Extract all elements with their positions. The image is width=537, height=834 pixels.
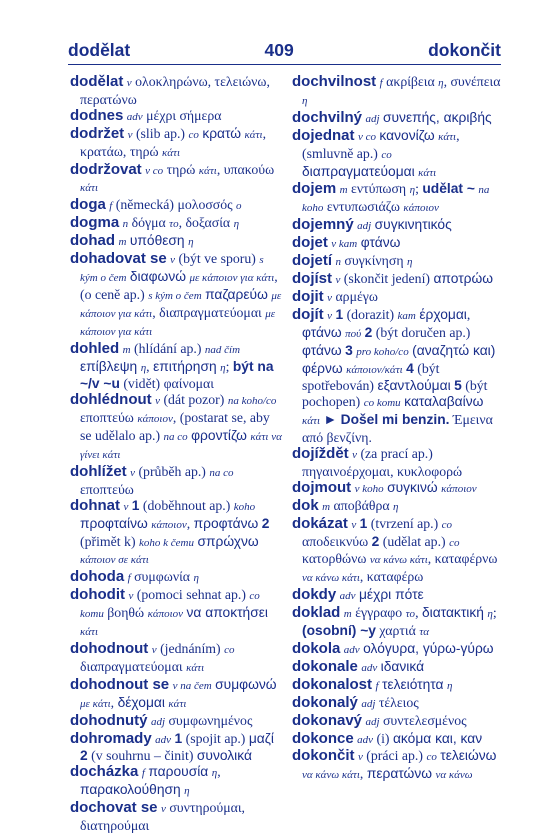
dictionary-entry: dokonce adv (i) ακόμα και, καν — [292, 729, 483, 747]
dictionary-entry: dohlédnout v (dát pozor) na koho/co εποπτεύω κάποιον, (postarat se, aby se udělalo ap.) na co φροντίζω κάτι να γίνει κάτι — [70, 391, 282, 462]
dictionary-entry: dohadovat se v (být ve sporu) s kým o čem διαφωνώ με κάποιον για κάτι, (o ceně ap.) s kým o čem παζαρεύω με κάποιον για κάτι, διαπραγματεύομαι με κάποιον για κάτι — [70, 250, 282, 338]
dictionary-entry: dodnes adv μέχρι σήμερα — [70, 106, 222, 124]
header-rule — [68, 64, 501, 65]
page-header — [68, 40, 501, 64]
dictionary-entry: dojíst v (skončit jedení) αποτρώω — [292, 269, 494, 287]
page-number: 409 — [264, 40, 294, 60]
dictionary-entry: dojet v kam φτάνω — [292, 234, 401, 252]
dictionary-entry: dodělat v ολοκληρώνω, τελειώνω, περατώνω — [70, 73, 270, 107]
dictionary-entry: dohled m (hlídání ap.) nad čím επίβλεψη η, επιτήρηση η; být na ~/v ~u (vidět) φαίνομαι — [70, 339, 274, 392]
dictionary-entry: dokonalost f τελειότητα η — [292, 675, 453, 693]
dictionary-entry: dojmout v koho συγκινώ κάποιον — [292, 478, 477, 496]
dictionary-entry: dochvilnost f ακρίβεια η, συνέπεια η — [292, 73, 501, 107]
dictionary-entry: dokázat v 1 (tvrzení ap.) co αποδεικνύω 2 (udělat ap.) co κατορθώνω να κάνω κάτι, καταφέρνω να κάνω κάτι, καταφέρω — [292, 514, 498, 585]
dictionary-entry: dojít v 1 (dorazit) kam έρχομαι, φτάνω πού 2 (být doručen ap.) φτάνω 3 pro koho/co (αναζητώ και) φέρνω κάποιον/κάτι 4 (být spotřebován) εξαντλούμαι 5 (být pochopen) co komu καταλαβαίνω κάτι ► Došel mi benzin. Έμεινα από βενζίνη. — [292, 305, 496, 446]
left-column — [70, 74, 284, 834]
dictionary-entry: dohodit v (pomoci sehnat ap.) co komu βοηθώ κάποιον να αποκτήσει κάτι — [70, 586, 268, 639]
dictionary-entry: dohodnout v (jednáním) co διαπραγματεύομαι κάτι — [70, 640, 235, 674]
dictionary-entry: dodržet v (slib ap.) co κρατώ κάτι, κρατάω, τηρώ κάτι — [70, 124, 267, 159]
right-column — [292, 74, 504, 784]
dictionary-entry: dojetí n συγκίνηση η — [292, 252, 413, 270]
dictionary-entry: dokonale adv ιδανικά — [292, 657, 425, 675]
dictionary-entry: dojíždět v (za prací ap.) πηγαινοέρχομαι, κυκλοφορώ — [292, 445, 463, 479]
dictionary-entry: doga f (německá) μολοσσός ο — [70, 196, 242, 214]
header-last-entry: dokončit — [428, 40, 501, 60]
dictionary-entry: dohodnout se v na čem συμφωνώ με κάτι, δέχομαι κάτι — [70, 675, 277, 710]
dictionary-entry: dok m αποβάθρα η — [292, 496, 399, 514]
dictionary-entry: dojednat v co κανονίζω κάτι, (smluvně ap.) co διαπραγματεύομαι κάτι — [292, 126, 460, 179]
dictionary-entry: dogma n δόγμα το, δοξασία η — [70, 214, 240, 232]
dictionary-entry: dokola adv ολόγυρα, γύρω-γύρω — [292, 640, 494, 657]
dictionary-entry: dochovat se v συντηρούμαι, διατηρούμαι — [70, 799, 245, 834]
dictionary-entry: dojem m εντύπωση η; udělat ~ na koho εντυπωσιάζω κάποιον — [292, 180, 490, 215]
dictionary-entry: dokdy adv μέχρι πότε — [292, 586, 424, 604]
dictionary-entry: dojemný adj συγκινητικός — [292, 216, 452, 234]
dictionary-entry: dohlížet v (průběh ap.) na co εποπτεύω — [70, 462, 234, 497]
dictionary-entry: dohromady adv 1 (spojit ap.) μαζί 2 (v souhrnu – činit) συνολικά — [70, 729, 274, 764]
dictionary-entry: docházka f παρουσία η, παρακολούθηση η — [70, 763, 221, 798]
dictionary-entry: dojit v αρμέγω — [292, 287, 378, 305]
dictionary-entry: dohoda f συμφωνία η — [70, 568, 199, 586]
dictionary-entry: dokonalý adj τέλειος — [292, 693, 419, 711]
dictionary-entry: dochvilný adj συνεπής, ακριβής — [292, 108, 492, 126]
dictionary-entry: dohnat v 1 (doběhnout ap.) koho προφταίνω κάποιον, προφτάνω 2 (přimět k) koho k čemu σπρώχνω κάποιον σε κάτι — [70, 496, 270, 567]
dictionary-entry: dohad m υπόθεση η — [70, 232, 194, 250]
dictionary-entry: dodržovat v co τηρώ κάτι, υπακούω κάτι — [70, 160, 275, 195]
dictionary-entry: doklad m έγγραφο το, διατακτική η; (osobní) ~y χαρτιά τα — [292, 604, 497, 639]
dictionary-entry: dokončit v (práci ap.) co τελειώνω να κάνω κάτι, περατώνω να κάνω — [292, 747, 497, 782]
header-first-entry: dodělat — [68, 40, 131, 60]
dictionary-entry: dokonavý adj συντελεσμένος — [292, 711, 467, 729]
dictionary-entry: dohodnutý adj συμφωνημένος — [70, 711, 253, 729]
